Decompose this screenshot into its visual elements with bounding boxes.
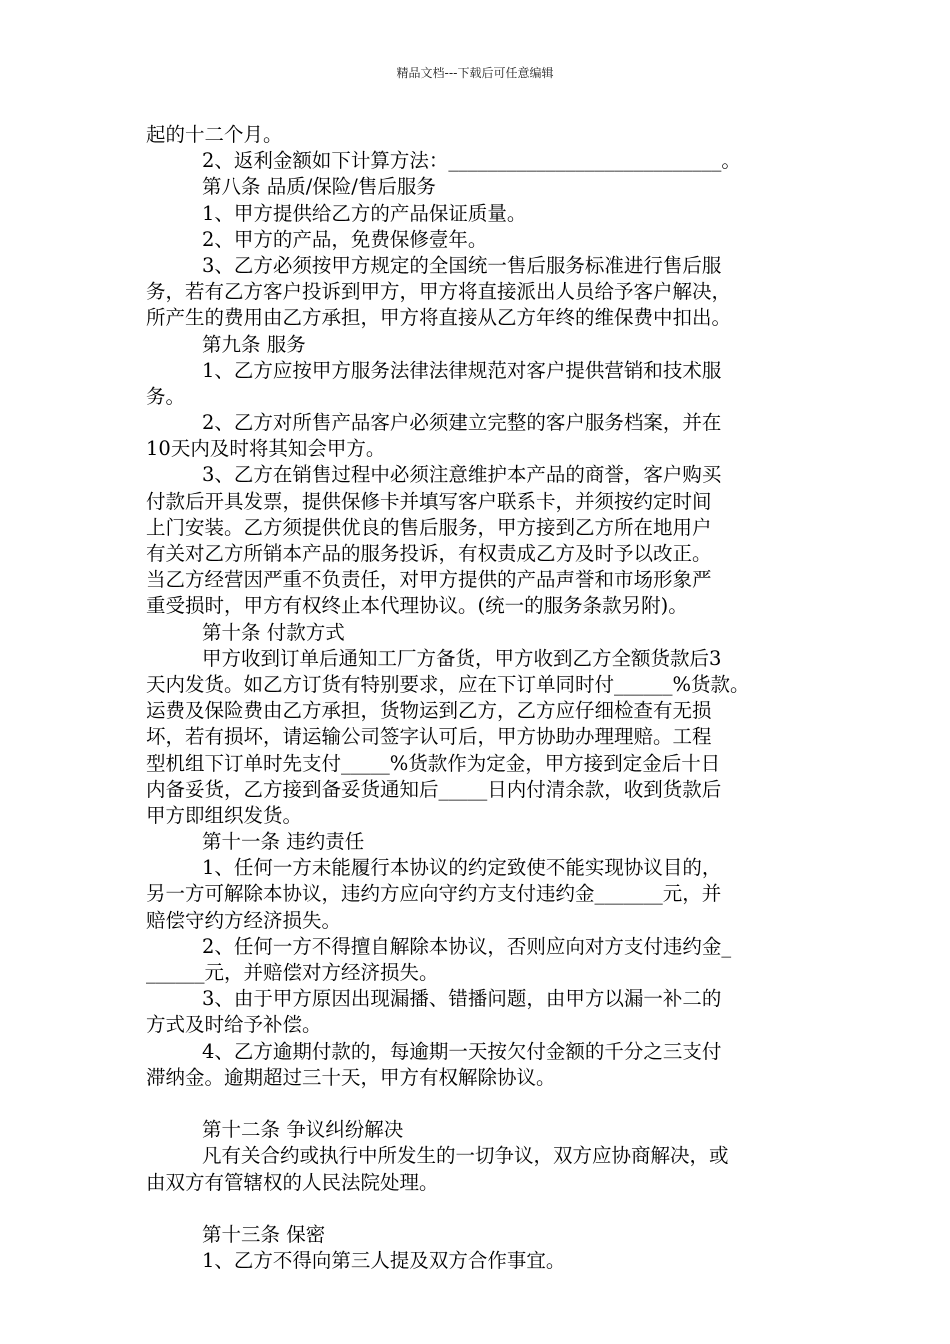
section-heading: 第十三条 保密 — [202, 1222, 326, 1246]
text-line: 赔偿守约方经济损失。 — [146, 908, 342, 932]
text-line: 2、任何一方不得擅自解除本协议，否则应向对方支付违约金_ — [202, 934, 732, 958]
text-line: 4、乙方逾期付款的，每逾期一天按欠付金额的千分之三支付 — [202, 1039, 722, 1063]
section-heading: 第十条 付款方式 — [202, 620, 345, 644]
text-line: 坏，若有损坏，请运输公司签字认可后，甲方协助办理理赔。工程 — [146, 725, 712, 749]
text-line: 有关对乙方所销本产品的服务投诉，有权责成乙方及时予以改正。 — [146, 542, 712, 565]
text-line: 1、乙方不得向第三人提及双方合作事宜。 — [202, 1249, 566, 1273]
text-line: 天内发货。如乙方订货有特别要求，应在下订单同时付______%货款。 — [146, 672, 750, 696]
text-line: 务，若有乙方客户投诉到甲方，甲方将直接派出人员给予客户解决， — [146, 280, 732, 304]
text-line: 运费及保险费由乙方承担，货物运到乙方，乙方应仔细检查有无损 — [146, 699, 712, 723]
text-line: 10天内及时将其知会甲方。 — [146, 437, 386, 461]
text-line: 上门安装。乙方须提供优良的售后服务，甲方接到乙方所在地用户 — [146, 515, 712, 539]
section-heading: 第十一条 违约责任 — [202, 830, 365, 854]
section-heading: 第十二条 争议纠纷解决 — [202, 1118, 404, 1142]
text-line: 由双方有管辖权的人民法院处理。 — [146, 1170, 439, 1194]
text-line: 2、乙方对所售产品客户必须建立完整的客户服务档案，并在 — [202, 411, 722, 435]
text-line: 方式及时给予补偿。 — [146, 1013, 322, 1037]
text-line: 3、乙方在销售过程中必须注意维护本产品的商誉，客户购买 — [202, 463, 722, 487]
text-line: 另一方可解除本协议，违约方应向守约方支付违约金_______元，并 — [146, 882, 722, 906]
text-line: 凡有关合约或执行中所发生的一切争议，双方应协商解决，或 — [202, 1144, 729, 1168]
text-line: 3、乙方必须按甲方规定的全国统一售后服务标准进行售后服 — [202, 253, 722, 277]
text-line: 付款后开具发票，提供保修卡并填写客户联系卡，并须按约定时间 — [146, 489, 712, 513]
text-line: 2、返利金额如下计算方法：____________________________。 — [202, 149, 741, 173]
text-line: 内备妥货，乙方接到备妥货通知后_____日内付清余款，收到货款后 — [146, 777, 722, 801]
document-body — [146, 122, 818, 1274]
paragraph-gap — [146, 1196, 818, 1222]
text-line: 甲方即组织发货。 — [146, 803, 303, 827]
text-line: 滞纳金。逾期超过三十天，甲方有权解除协议。 — [146, 1065, 556, 1089]
paragraph-gap — [146, 1091, 818, 1117]
text-line: 甲方收到订单后通知工厂方备货，甲方收到乙方全额货款后3 — [202, 646, 722, 670]
text-line: 1、任何一方未能履行本协议的约定致使不能实现协议目的， — [202, 856, 722, 880]
text-line: 1、乙方应按甲方服务法律法律规范对客户提供营销和技术服 — [202, 358, 722, 382]
text-line: 2、甲方的产品，免费保修壹年。 — [202, 227, 488, 251]
text-line: ______元，并赔偿对方经济损失。 — [146, 961, 439, 984]
text-line: 1、甲方提供给乙方的产品保证质量。 — [202, 201, 527, 225]
text-line: 所产生的费用由乙方承担，甲方将直接从乙方年终的维保费中扣出。 — [146, 306, 732, 330]
section-heading: 第九条 服务 — [202, 332, 306, 356]
text-line: 型机组下订单时先支付_____%货款作为定金，甲方接到定金后十日 — [146, 751, 721, 775]
text-line: 重受损时，甲方有权终止本代理协议。(统一的服务条款另附)。 — [146, 594, 688, 618]
text-line: 务。 — [146, 384, 186, 408]
text-line: 3、由于甲方原因出现漏播、错播问题，由甲方以漏一补二的 — [202, 987, 722, 1011]
page-header: 精品文档---下载后可任意编辑 — [396, 66, 554, 80]
text-line: 起的十二个月。 — [146, 123, 283, 146]
text-line: 当乙方经营因严重不负责任，对甲方提供的产品声誉和市场形象严 — [146, 568, 712, 592]
section-heading: 第八条 品质/保险/售后服务 — [202, 175, 436, 199]
